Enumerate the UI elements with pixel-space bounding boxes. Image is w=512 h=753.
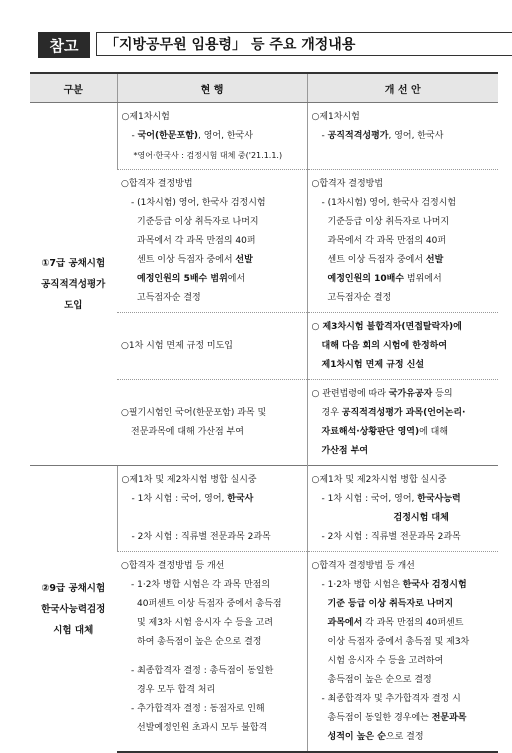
category-9급: ②9급 공채시험 한국사능력검정 시험 대체 xyxy=(30,466,117,753)
revision-table xyxy=(30,72,498,753)
col-header-proposed: 개 선 안 xyxy=(307,73,498,103)
table-row xyxy=(30,103,498,170)
table-row xyxy=(30,466,498,552)
proposed-cell: ○ 관련법령에 따라 국가유공자 등의 경우 공직적격성평가 과목(언어논리· 자료해석·상황판단 영역)에 대해 가산점 부여 xyxy=(307,380,498,466)
col-header-category: 구분 xyxy=(30,73,117,103)
proposed-cell: ○합격자 결정방법 등 개선 - 1·2차 병합 시험은 한국사 검정시험 기준 등급 이상 취득자로 나머지 과목에서 각 과목 만점의 40퍼센트 이상 득점자 중에서 총득점 및 제3차 시험 응시자 수 등을 고려하여 총득점이 높은 순으로 결정 - 최종합격자 및 추가합격자 결정 시 총득점이 동일한 경우에는 전문과목 성적이 높은 순으로 결정 xyxy=(307,552,498,753)
current-cell: ○제1차 및 제2차시험 병합 실시중 - 1차 시험 : 국어, 영어, 한국사 - 2차 시험 : 직류별 전문과목 2과목 xyxy=(117,466,307,552)
current-cell: ○합격자 결정방법 등 개선 - 1·2차 병합 시험은 각 과목 만점의 40퍼센트 이상 득점자 중에서 총득점 및 제3차 시험 응시자 수 등을 고려 하여 총득점이 높은 순으로 결정 - 최종합격자 결정 : 총득점이 동일한 경우 모두 합격 처리 - 추가합격자 결정 : 동점자로 인해 선발예정인원 초과시 모두 불합격 xyxy=(117,552,307,753)
current-cell: ○필기시험인 국어(한문포함) 과목 및 전문과목에 대해 가산점 부여 xyxy=(117,380,307,466)
proposed-cell: ○제1차시험 - 공직적격성평가, 영어, 한국사 xyxy=(307,103,498,170)
current-cell: ○1차 시험 면제 규정 미도입 xyxy=(117,313,307,380)
proposed-cell: ○제1차 및 제2차시험 병합 실시중 - 1차 시험 : 국어, 영어, 한국사능력 검정시험 대체 - 2차 시험 : 직류별 전문과목 2과목 xyxy=(307,466,498,552)
reference-tag: 참고 xyxy=(38,32,90,58)
category-7급: ①7급 공채시험 공직적격성평가 도입 xyxy=(30,103,117,466)
table-header-row xyxy=(30,73,498,103)
page-title: 「지방공무원 임용령」 등 주요 개정내용 xyxy=(96,32,512,56)
col-header-current: 현 행 xyxy=(117,73,307,103)
header xyxy=(38,32,512,58)
current-cell: ○제1차시험 - 국어(한문포함), 영어, 한국사 *영어·한국사 : 검정시험 대체 중('21.1.1.) xyxy=(117,103,307,170)
proposed-cell: ○합격자 결정방법 - (1차시험) 영어, 한국사 검정시험 기준등급 이상 취득자로 나머지 과목에서 각 과목 만점의 40퍼 센트 이상 득점자 중에서 선발 예정인원의 10배수 범위에서 고득점자순 결정 xyxy=(307,170,498,313)
proposed-cell: ○ 제3차시험 불합격자(면접탈락자)에 대해 다음 회의 시험에 한정하여 제1차시험 면제 규정 신설 xyxy=(307,313,498,380)
current-cell: ○합격자 결정방법 - (1차시험) 영어, 한국사 검정시험 기준등급 이상 취득자로 나머지 과목에서 각 과목 만점의 40퍼 센트 이상 득점자 중에서 선발 예정인원의 5배수 범위에서 고득점자순 결정 xyxy=(117,170,307,313)
